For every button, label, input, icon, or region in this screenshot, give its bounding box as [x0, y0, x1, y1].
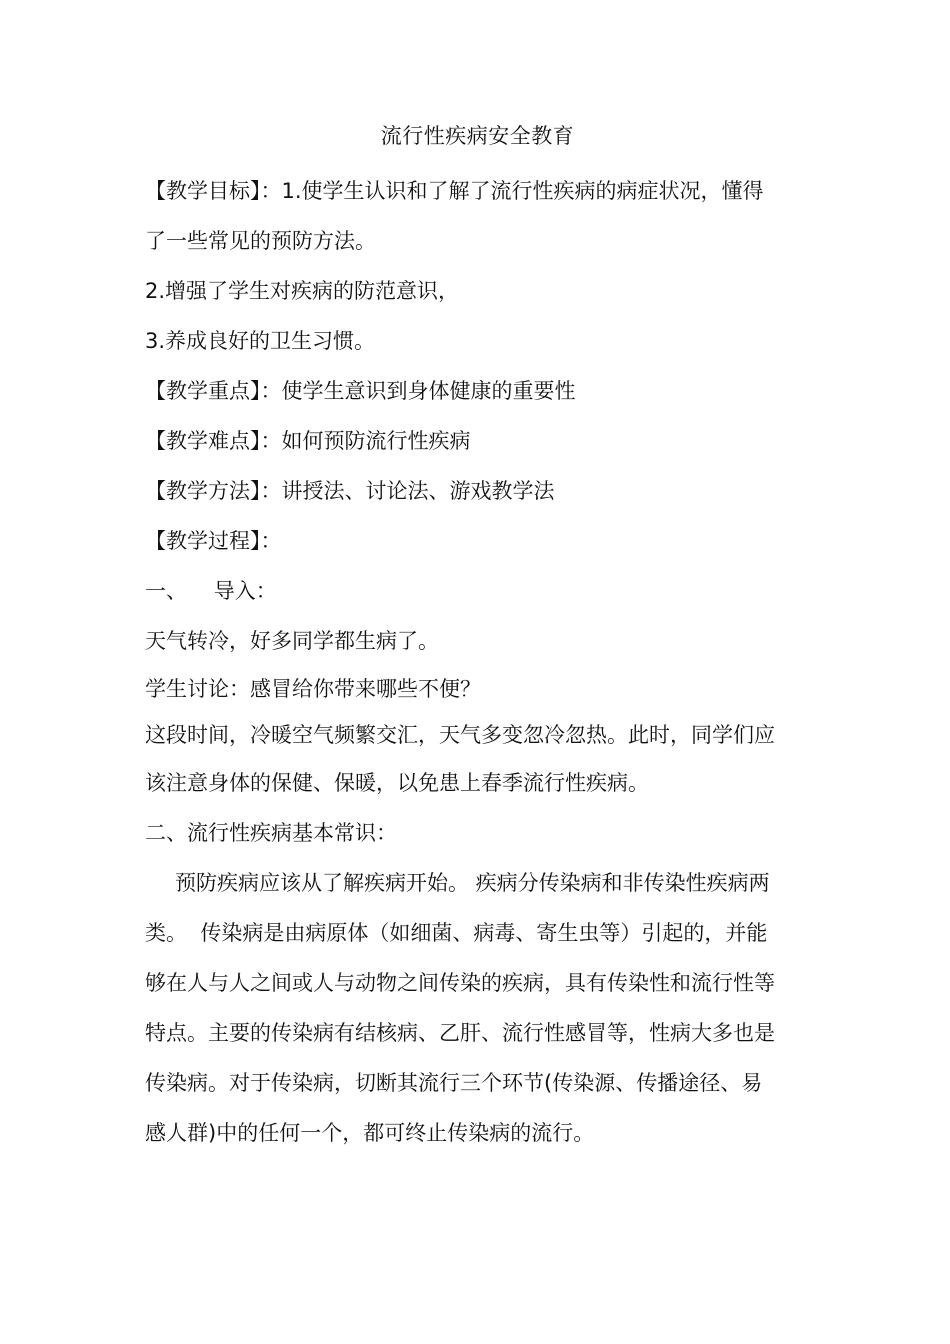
objectives-line-1: 【教学目标】：1.使学生认识和了解了流行性疾病的病症状况，懂得 [145, 179, 764, 203]
section-1-heading: 一、 导入： [145, 579, 277, 603]
body-line-2: 类。 传染病是由病原体（如细菌、病毒、寄生虫等）引起的，并能 [145, 921, 768, 945]
body-line-4: 特点。主要的传染病有结核病、乙肝、流行性感冒等，性病大多也是 [145, 1021, 775, 1045]
body-line-3: 够在人与人之间或人与动物之间传染的疾病，具有传染性和流行性等 [145, 971, 775, 995]
section-2-heading: 二、流行性疾病基本常识： [145, 821, 397, 845]
intro-line-3-cont: 该注意身体的保健、保暖，以免患上春季流行性疾病。 [145, 771, 649, 795]
intro-line-3: 这段时间，冷暖空气频繁交汇，天气多变忽冷忽热。此时，同学们应 [145, 723, 775, 747]
method-line: 【教学方法】：讲授法、讨论法、游戏教学法 [145, 479, 555, 503]
body-line-1: 预防疾病应该从了解疾病开始。 疾病分传染病和非传染性疾病两 [175, 871, 770, 895]
body-line-5: 传染病。对于传染病，切断其流行三个环节(传染源、传播途径、易 [145, 1071, 763, 1095]
difficulty-line: 【教学难点】：如何预防流行性疾病 [145, 429, 471, 453]
document-title: 流行性疾病安全教育 [380, 124, 575, 148]
body-line-6: 感人群)中的任何一个，都可终止传染病的流行。 [145, 1121, 595, 1145]
intro-line-2: 学生讨论：感冒给你带来哪些不便？ [145, 677, 481, 701]
document-page [145, 116, 810, 1158]
objectives-line-2: 2.增强了学生对疾病的防范意识， [145, 279, 460, 303]
process-heading: 【教学过程】： [145, 529, 282, 553]
intro-line-1: 天气转冷，好多同学都生病了。 [145, 629, 439, 653]
key-point-line: 【教学重点】：使学生意识到身体健康的重要性 [145, 379, 576, 403]
objectives-line-3: 3.养成良好的卫生习惯。 [145, 329, 376, 353]
objectives-line-1-cont: 了一些常见的预防方法。 [145, 229, 376, 253]
